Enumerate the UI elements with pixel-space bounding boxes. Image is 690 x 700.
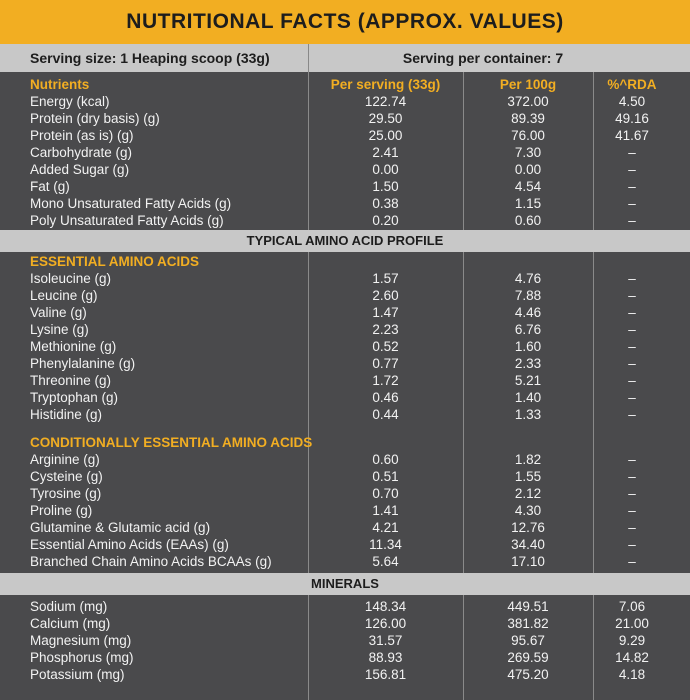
per-100g-value: 381.82 [507, 616, 549, 631]
nutrient-name: Phosphorus (mg) [30, 650, 134, 665]
per-100g-value: 1.82 [514, 452, 542, 467]
per-serving-value: 1.47 [372, 305, 399, 320]
table-row [0, 536, 690, 553]
per-100g-value: 372.00 [507, 94, 549, 109]
per-serving-value: 25.00 [368, 128, 403, 143]
per-serving-value: 88.93 [368, 650, 403, 665]
rda-value: – [628, 486, 636, 501]
table-row [0, 144, 690, 161]
table-row [0, 321, 690, 338]
per-100g-value: 89.39 [511, 111, 545, 126]
nutrient-name: Added Sugar (g) [30, 162, 130, 177]
per-serving-value: 11.34 [369, 537, 402, 552]
nutrient-name: Fat (g) [30, 179, 70, 194]
nutrient-name: Histidine (g) [30, 407, 103, 422]
per-100g-value: 6.76 [514, 322, 542, 337]
per-serving-value: 126.00 [364, 616, 407, 631]
per-serving-value: 1.72 [372, 373, 399, 388]
rda-value: 49.16 [615, 111, 649, 126]
rda-value: 7.06 [618, 599, 646, 614]
per-serving-value: 148.34 [364, 599, 407, 614]
rda-value: – [628, 179, 636, 194]
per-serving-value: 122.74 [364, 94, 407, 109]
table-row [0, 468, 690, 485]
per-100g-value: 2.12 [514, 486, 542, 501]
rda-value: – [628, 288, 636, 303]
rda-value: – [628, 390, 636, 405]
column-header-row [0, 76, 690, 93]
nutrient-name: Tryptophan (g) [30, 390, 119, 405]
per-serving-value: 2.60 [372, 288, 399, 303]
nutrient-name: Tyrosine (g) [30, 486, 102, 501]
minerals-header: MINERALS [0, 573, 690, 595]
table-row [0, 519, 690, 536]
per-serving-value: 2.23 [372, 322, 399, 337]
per-100g-value: 17.10 [511, 554, 545, 569]
per-serving-value: 29.50 [368, 111, 403, 126]
nutrient-name: Calcium (mg) [30, 616, 111, 631]
rda-value: – [628, 271, 636, 286]
table-row [0, 212, 690, 229]
table-row [0, 406, 690, 423]
per-100g-value: 1.33 [514, 407, 542, 422]
table-row [0, 161, 690, 178]
nutrient-name: Isoleucine (g) [30, 271, 112, 286]
per-100g-value: 449.51 [507, 599, 549, 614]
rda-value: – [628, 554, 636, 569]
per-serving-value: 0.51 [372, 469, 399, 484]
nutrient-name: Mono Unsaturated Fatty Acids (g) [30, 196, 232, 211]
per-100g-value: 5.21 [514, 373, 542, 388]
table-row [0, 615, 690, 632]
table-row [0, 553, 690, 570]
table-row [0, 338, 690, 355]
rda-value: 4.18 [618, 667, 646, 682]
table-row [0, 355, 690, 372]
nutrient-name: Magnesium (mg) [30, 633, 132, 648]
nutrient-name: Lysine (g) [30, 322, 89, 337]
per-serving-value: 0.20 [372, 213, 399, 228]
table-row [0, 270, 690, 287]
per-100g-value: 95.67 [511, 633, 545, 648]
per-serving-value: 0.46 [372, 390, 399, 405]
rda-value: 14.82 [615, 650, 649, 665]
nutrient-name: Glutamine & Glutamic acid (g) [30, 520, 211, 535]
nutrient-name: Energy (kcal) [30, 94, 110, 109]
per-serving-value: 0.38 [372, 196, 399, 211]
table-row [0, 93, 690, 110]
nutrient-name: Poly Unsaturated Fatty Acids (g) [30, 213, 224, 228]
per-100g-value: 1.40 [514, 390, 542, 405]
nutrient-name: Sodium (mg) [30, 599, 108, 614]
per-100g-value: 7.30 [514, 145, 542, 160]
table-row [0, 389, 690, 406]
per-100g-value: 34.40 [511, 537, 545, 552]
rda-value: – [628, 469, 636, 484]
table-row [0, 287, 690, 304]
nutrient-name: Potassium (mg) [30, 667, 125, 682]
rda-value: – [628, 213, 636, 228]
table-row [0, 649, 690, 666]
per-100g-value: 475.20 [507, 667, 549, 682]
rda-value: 9.29 [618, 633, 646, 648]
header-nutrients: Nutrients [30, 77, 90, 92]
rda-value: 4.50 [618, 94, 646, 109]
per-serving-value: 0.70 [372, 486, 399, 501]
per-serving-value: 0.60 [372, 452, 399, 467]
table-row [0, 598, 690, 615]
per-100g-value: 4.76 [514, 271, 542, 286]
serving-size: Serving size: 1 Heaping scoop (33g) [30, 50, 270, 66]
table-row [0, 485, 690, 502]
rda-value: – [628, 503, 636, 518]
rda-value: – [628, 162, 636, 177]
table-row [0, 110, 690, 127]
header-per-serving: Per serving (33g) [330, 77, 441, 92]
per-serving-value: 0.77 [372, 356, 399, 371]
rda-value: – [628, 373, 636, 388]
nutrient-name: Proline (g) [30, 503, 93, 518]
rda-value: 21.00 [615, 616, 649, 631]
per-serving-value: 0.00 [372, 162, 399, 177]
table-row [0, 632, 690, 649]
per-serving-value: 1.41 [372, 503, 399, 518]
conditional-subheading: CONDITIONALLY ESSENTIAL AMINO ACIDS [30, 435, 313, 450]
table-row [0, 127, 690, 144]
rda-value: – [628, 305, 636, 320]
per-100g-value: 2.33 [514, 356, 542, 371]
per-serving-value: 156.81 [364, 667, 407, 682]
per-100g-value: 12.76 [511, 520, 545, 535]
page-title: NUTRITIONAL FACTS (APPROX. VALUES) [126, 10, 564, 33]
nutrient-name: Cysteine (g) [30, 469, 103, 484]
rda-value: – [628, 537, 636, 552]
table-row [0, 304, 690, 321]
rda-value: – [628, 452, 636, 467]
nutrient-name: Protein (dry basis) (g) [30, 111, 160, 126]
per-serving-value: 1.57 [372, 271, 399, 286]
nutrient-name: Arginine (g) [30, 452, 100, 467]
per-100g-value: 76.00 [511, 128, 545, 143]
per-100g-value: 0.60 [514, 213, 542, 228]
title-bar [0, 0, 690, 44]
nutrient-name: Protein (as is) (g) [30, 128, 134, 143]
nutrient-name: Branched Chain Amino Acids BCAAs (g) [30, 554, 272, 569]
table-row [0, 178, 690, 195]
nutrient-name: Carbohydrate (g) [30, 145, 133, 160]
rda-value: – [628, 356, 636, 371]
per-100g-value: 0.00 [514, 162, 542, 177]
rda-value: – [628, 322, 636, 337]
nutrient-name: Essential Amino Acids (EAAs) (g) [30, 537, 229, 552]
per-100g-value: 1.55 [514, 469, 542, 484]
table-row [0, 372, 690, 389]
per-100g-value: 4.30 [514, 503, 542, 518]
nutrient-name: Methionine (g) [30, 339, 117, 354]
servings-per-container: Serving per container: 7 [402, 50, 564, 66]
per-serving-value: 31.57 [368, 633, 403, 648]
nutrient-name: Valine (g) [30, 305, 87, 320]
header-rda: %^RDA [607, 77, 657, 92]
rda-value: – [628, 407, 636, 422]
rda-value: – [628, 520, 636, 535]
essential-subheading: ESSENTIAL AMINO ACIDS [30, 254, 200, 269]
table-row [0, 451, 690, 468]
table-row [0, 195, 690, 212]
per-serving-value: 0.44 [372, 407, 399, 422]
nutrient-name: Phenylalanine (g) [30, 356, 136, 371]
per-serving-value: 0.52 [372, 339, 399, 354]
amino-profile-header: TYPICAL AMINO ACID PROFILE [0, 230, 690, 252]
per-serving-value: 4.21 [372, 520, 399, 535]
per-100g-value: 1.60 [514, 339, 542, 354]
table-row [0, 666, 690, 683]
nutrient-name: Threonine (g) [30, 373, 112, 388]
header-per-100g: Per 100g [499, 77, 557, 92]
rda-value: – [628, 196, 636, 211]
per-100g-value: 269.59 [507, 650, 549, 665]
per-serving-value: 5.64 [372, 554, 399, 569]
serving-info-bar [0, 44, 690, 72]
per-100g-value: 7.88 [514, 288, 542, 303]
table-row [0, 502, 690, 519]
rda-value: – [628, 145, 636, 160]
rda-value: – [628, 339, 636, 354]
nutrient-name: Leucine (g) [30, 288, 98, 303]
per-100g-value: 4.46 [514, 305, 542, 320]
per-serving-value: 2.41 [372, 145, 399, 160]
per-serving-value: 1.50 [372, 179, 399, 194]
per-100g-value: 1.15 [514, 196, 542, 211]
per-100g-value: 4.54 [514, 179, 542, 194]
rda-value: 41.67 [615, 128, 649, 143]
